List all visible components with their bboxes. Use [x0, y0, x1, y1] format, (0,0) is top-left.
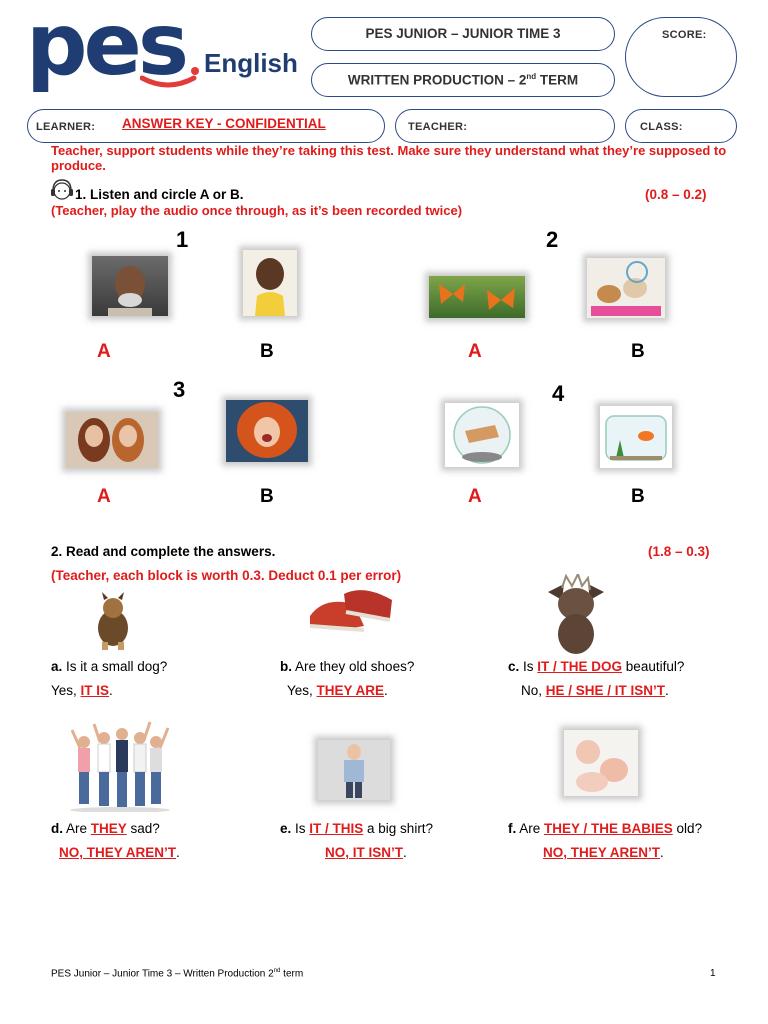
answer-b-value: THEY ARE [316, 683, 385, 698]
question-f-value: THEY / THE BABIES [544, 821, 673, 836]
class-field[interactable] [625, 109, 737, 143]
section1-note: (Teacher, play the audio once through, as it’s been recorded twice) [51, 203, 463, 218]
teacher-field[interactable] [395, 109, 615, 143]
answer-b[interactable]: Yes, THEY ARE. [287, 683, 388, 698]
item-number-1: 1 [176, 227, 189, 252]
teacher-intro: Teacher, support students while they’re taking this test. Make sure they understand what they’re supposed to produce. [51, 143, 727, 173]
question-c[interactable]: c. Is IT / THE DOG beautiful? [508, 659, 685, 674]
teacher-label: TEACHER: [408, 121, 468, 133]
question-c-value: IT / THE DOG [537, 659, 623, 674]
answer-c-value: HE / SHE / IT ISN’T [545, 683, 666, 698]
item4-option-b[interactable]: B [631, 486, 645, 507]
item1-option-b[interactable]: B [260, 341, 274, 362]
score-label: SCORE: [662, 29, 707, 41]
logo-smile [140, 74, 198, 90]
answer-a-value: IT IS [80, 683, 110, 698]
photo-old-man [92, 256, 168, 316]
item-number-2: 2 [546, 227, 559, 252]
photo-boy [243, 250, 297, 316]
photo-hamsters [587, 258, 665, 318]
photo-lionfish-bowl [445, 403, 519, 467]
answer-d[interactable]: NO, THEY AREN’T. [59, 845, 180, 860]
answer-f-value: NO, THEY AREN’T [543, 845, 661, 860]
item1-option-a[interactable]: A [97, 341, 111, 362]
item4-option-a[interactable]: A [468, 486, 482, 507]
answer-e[interactable]: NO, IT ISN’T. [325, 845, 407, 860]
headphones-icon [49, 178, 75, 202]
item3-option-b[interactable]: B [260, 486, 274, 507]
answer-f[interactable]: NO, THEY AREN’T. [543, 845, 664, 860]
photo-boy-shirt [318, 740, 390, 800]
logo-english: English [204, 48, 298, 78]
photo-red-hair-girl [226, 400, 308, 462]
photo-small-dog [88, 590, 138, 652]
item-number-3: 3 [173, 377, 186, 402]
logo-pes: pes [26, 0, 186, 95]
page-number: 1 [710, 968, 716, 979]
score-box[interactable] [625, 17, 737, 97]
item2-option-a[interactable]: A [468, 341, 482, 362]
logo-dot [191, 67, 199, 75]
question-d-value: THEY [90, 821, 127, 836]
title-box-2 [311, 63, 615, 97]
answer-a[interactable]: Yes, IT IS. [51, 683, 113, 698]
question-e[interactable]: e. Is IT / THIS a big shirt? [280, 821, 434, 836]
item-number-4: 4 [552, 381, 565, 406]
learner-value: ANSWER KEY - CONFIDENTIAL [122, 116, 326, 131]
section2-title: 2. Read and complete the answers. [51, 544, 276, 559]
photo-happy-people [64, 720, 172, 812]
question-d[interactable]: d. Are THEY sad? [51, 821, 160, 836]
answer-e-value: NO, IT ISN’T [325, 845, 404, 860]
question-f[interactable]: f. Are THEY / THE BABIES old? [508, 821, 703, 836]
learner-field[interactable] [27, 109, 385, 143]
photo-ugly-dog [544, 574, 608, 654]
section2-note: (Teacher, each block is worth 0.3. Deduct 0.1 per error) [51, 568, 402, 583]
item3-option-a[interactable]: A [97, 486, 111, 507]
title-line-1: PES JUNIOR – JUNIOR TIME 3 [365, 26, 561, 41]
question-a: a. Is it a small dog? [51, 659, 168, 674]
photo-two-girls [66, 412, 158, 468]
answer-d-value: NO, THEY AREN’T [59, 845, 177, 860]
footer-text: PES Junior – Junior Time 3 – Written Production 2nd term [51, 968, 304, 980]
learner-label: LEARNER: [36, 121, 96, 133]
photo-butterflies [429, 276, 525, 318]
title-box-1 [311, 17, 615, 51]
class-label: CLASS: [640, 121, 683, 133]
section1-title: 1. Listen and circle A or B. [75, 187, 244, 202]
title-line-2: WRITTEN PRODUCTION – 2nd TERM [347, 72, 579, 88]
question-e-value: IT / THIS [309, 821, 364, 836]
photo-goldfish-bowl [600, 406, 672, 468]
section2-score: (1.8 – 0.3) [648, 544, 710, 559]
section1-score: (0.8 – 0.2) [645, 187, 707, 202]
answer-c[interactable]: No, HE / SHE / IT ISN’T. [521, 683, 669, 698]
photo-babies [564, 730, 638, 796]
question-b: b. Are they old shoes? [280, 659, 415, 674]
photo-old-shoes [304, 586, 400, 646]
item2-option-b[interactable]: B [631, 341, 645, 362]
